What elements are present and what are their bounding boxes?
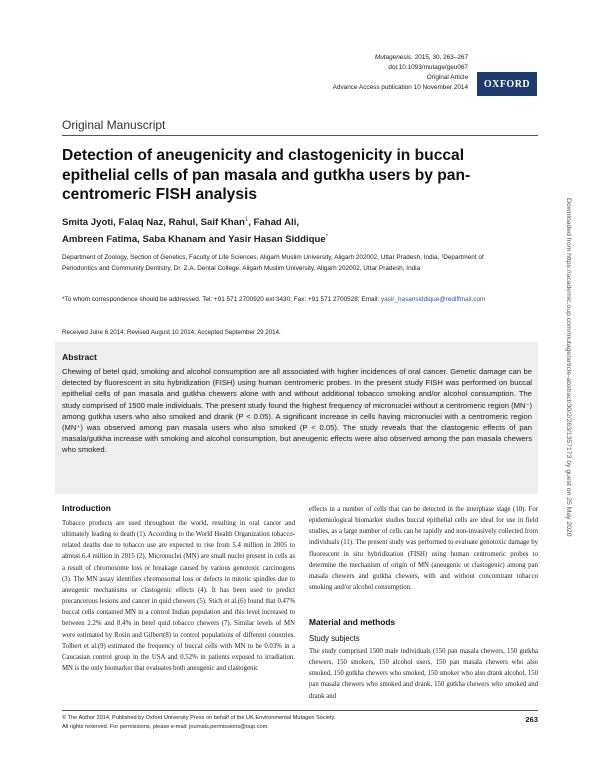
subjects-heading: Study subjects — [309, 634, 360, 643]
affiliation-marker[interactable]: 1 — [244, 217, 249, 223]
header-divider — [62, 135, 538, 136]
journal-citation: Mutagenesis, 2015, 30, 263–267 — [374, 54, 468, 61]
copyright: © The Author 2014. Published by Oxford University Press on behalf of the UK Environmental Mutagen Society. — [62, 715, 336, 721]
author-list: Smita Jyoti, Falaq Naz, Rahul, Saif Khan$^1$, Fahad Ali, Ambreen Fatima, Saba Khanam and Yasir Hasan Siddique* — [62, 217, 329, 246]
oxford-logo: OXFORD — [477, 72, 537, 96]
footer — [62, 714, 442, 731]
article-type: Original Article — [426, 74, 468, 81]
journal-doi[interactable]: doi:10.1093/mutage/geu067 — [388, 64, 468, 71]
article-dates: Received June 6 2014; Revised August 10 2014; Accepted September 29 2014. — [62, 329, 281, 336]
email-link[interactable]: yasir_hasansiddique@rediffmail.com — [380, 296, 486, 303]
methods-heading: Material and methods — [309, 617, 396, 627]
journal-meta — [333, 53, 468, 93]
advance-access: Advance Access publication 10 November 2014 — [332, 84, 468, 91]
journal-name: Mutagenesis — [374, 54, 412, 61]
intro-continued-text: effects in a number of cells that can be detected in the interphase stage (10). For epidemiological biomarker studies buccal epithelial cells are ideal for use in field studies, as a large number of cells can be rapidly and non-invasively collected from individuals (11). The present study was performed to evaluate genotoxic damage by fluorescent in situ hybridization (FISH) using human centromeric probes to determine the mechanism of origin of MN (aneugenic or clastogenic) among pan masala chewers and gutkha chewers, with and without concomitant tobacco smoking and/or alcohol consumption. — [309, 506, 538, 592]
manuscript-label: Original Manuscript — [62, 118, 166, 132]
abstract-heading: Abstract — [62, 352, 97, 362]
footer-divider — [62, 710, 538, 711]
introduction-text: Tobacco products are used throughout the world, resulting in oral cancer and ultimately leading to death (1). According to the World Health Organization tobacco-related deaths due to tobacco use are expected to rise from 5.4 million in 2005 to almost 6.4 million in 2015 (2). Micronuclei (MN) are small nuclei present in cells as a result of chromosome loss or breakage caused by various genotoxic carcinogens (3). The MN assay identifies chromosomal loss or defects in mitotic spindles due to aneugenic mechanisms or clastogenic effects (4). It has been used to predict precancerous lesions and cancer in quid chewers (5). Stich et al.(6) found that 0.47% buccal cells contained MN in a control Indian population and this level increased to between 2.2% and 8.4% in betel quid tobacco chewers (7). Similar levels of MN were estimated by Rosin and Gilbert(8) in control populations of different countries. Tolbert et al.(9) estimated the frequency of buccal cells with MN to be 0.03% in a Caucasian control group in the USA and 0.52% in patients exposed to irradiation. MN is the only biomarker that evaluates both aneugenic and clastogenic — [62, 520, 295, 673]
corresponding-marker[interactable]: * — [325, 234, 329, 241]
subjects-text: The study comprised 1500 male individuals (150 pan masala chewers, 150 gutkha chewers, 150 smokers, 150 alcohol users, 150 pan masala chewers who also smoked, 150 gutkha chewers who smoked, 150 smoker who also drank alcohol, 150 pan masala chewers who smoked and drank, 150 gutkha chewers who smoked and drank and — [309, 648, 538, 700]
download-stamp: Downloaded from https://academic.oup.com/mutage/article-abstract/30/2/263/1357173 by guest on 25 May 2020 — [565, 198, 572, 537]
introduction-heading: Introduction — [62, 503, 111, 513]
abstract-text: Chewing of betel quid, smoking and alcohol consumption are all associated with higher incidences of oral cancer. Genetic damage can be detected by fluorescent in situ hybridization (FISH) using human centromeric probes. In the present study FISH was performed on buccal epithelial cells of pan masala and gutkha chewers alone with and without additional tobacco smoking and/or alcohol consumption. The study comprised of 1500 male individuals. The present study found the highest frequency of micronuclei without a centromeric region (MN⁻) among gutkha users who also smoked and drank (P < 0.05). A significant increase in cells having micronuclei with a centromeric region (MN⁺) was observed among pan masala users who also smoked (P < 0.05). The study reveals that the clastogenic effects of pan masala/gutkha increase with smoking and alcohol consumption, but aneugenic effects were also observed among the pan masala chewers who smoked. — [62, 367, 532, 455]
page-number: 263 — [525, 715, 538, 724]
rights-notice: All rights reserved. For permissions, please e-mail: journals.permissions@oup.com. — [62, 723, 269, 730]
article-title: Detection of aneugenicity and clastogenicity in buccal epithelial cells of pan masala and gutkha users by pan-centromeric FISH analysis — [62, 147, 471, 203]
correspondence: *To whom correspondence should be addressed. Tel: +91 571 2700920 ext 3430; Fax: +91 571 2700528; Email: yasir_hasansiddique@rediffmail.com — [62, 296, 486, 303]
affiliations: Department of Zoology, Section of Genetics, Faculty of Life Sciences, Aligarh Muslim University, Aligarh 202002, Uttar Pradesh, India, ¹Department of Periodontics and Community Dentistry, Dr. Z.A. Dental College, Aligarh Muslim University, Aligarh 202002, Uttar Pradesh, India — [62, 254, 484, 272]
